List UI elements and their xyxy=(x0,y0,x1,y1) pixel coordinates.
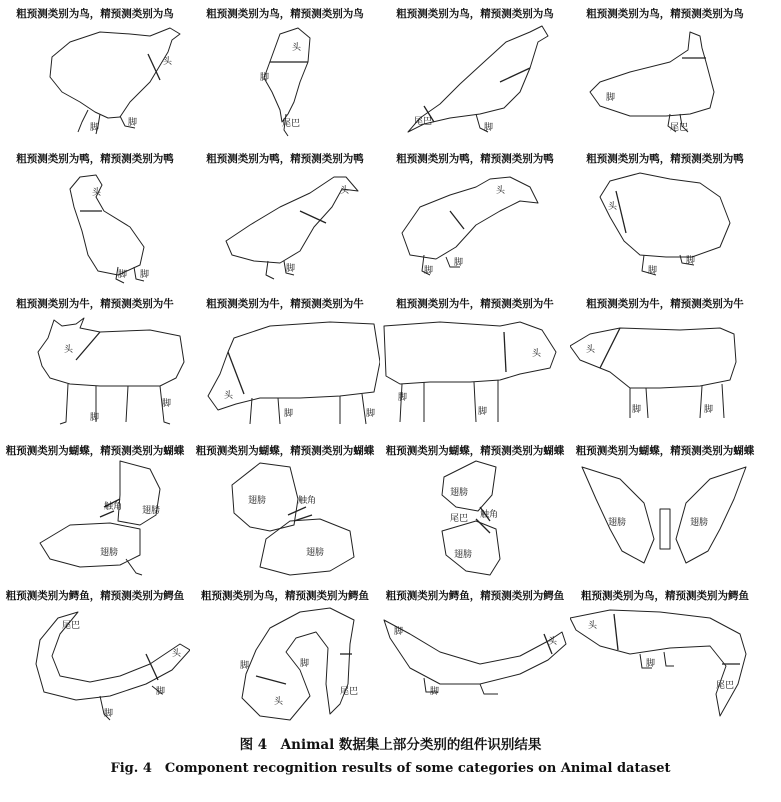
part-foot: 脚 xyxy=(606,93,616,103)
part-head: 头 xyxy=(340,186,350,196)
figure-caption-english: Fig. 4 Component recognition results of some categories on Animal dataset xyxy=(110,761,671,776)
panel-label: 粗预测类别为鸭，精预测类别为鸭 xyxy=(586,153,744,165)
cattle-outline xyxy=(0,312,190,430)
part-foot-2: 脚 xyxy=(686,256,696,266)
panel-bird-2 xyxy=(190,0,380,140)
part-foot: 脚 xyxy=(632,405,642,415)
panel-label: 粗预测类别为蝴蝶，精预测类别为蝴蝶 xyxy=(195,445,375,457)
panel-duck-4 xyxy=(570,145,760,285)
part-tail: 尾巴 xyxy=(62,621,81,631)
part-head: 头 xyxy=(92,188,102,198)
butterfly-outline xyxy=(190,459,380,577)
part-foot-2: 脚 xyxy=(140,270,150,280)
panel-label: 粗预测类别为牛，精预测类别为牛 xyxy=(586,298,744,310)
panel-label: 粗预测类别为蝴蝶，精预测类别为蝴蝶 xyxy=(5,445,185,457)
butterfly-outline xyxy=(380,459,570,577)
part-head: 头 xyxy=(588,621,598,631)
part-wing: 翅膀 xyxy=(450,488,469,498)
part-foot: 脚 xyxy=(484,123,494,133)
part-wing: 翅膀 xyxy=(142,506,161,516)
part-head: 头 xyxy=(292,43,302,53)
crocodile-outline xyxy=(380,604,570,722)
part-foot-2: 脚 xyxy=(454,258,464,268)
panel-label: 粗预测类别为鸟，精预测类别为鳄鱼 xyxy=(201,590,369,602)
part-wing-2: 翅膀 xyxy=(454,550,473,560)
part-foot: 脚 xyxy=(398,393,408,403)
panel-crocodile-3 xyxy=(380,582,570,722)
panel-label: 粗预测类别为鸟，精预测类别为鸟 xyxy=(206,8,364,20)
part-head: 头 xyxy=(224,391,234,401)
panel-label: 粗预测类别为鳄鱼，精预测类别为鳄鱼 xyxy=(5,590,185,602)
panel-label: 粗预测类别为鸟，精预测类别为鸟 xyxy=(396,8,554,20)
crocodile-outline xyxy=(570,604,760,722)
panel-butterfly-3 xyxy=(380,437,570,577)
panel-label: 粗预测类别为鸭，精预测类别为鸭 xyxy=(16,153,174,165)
butterfly-outline xyxy=(0,459,190,577)
panel-label: 粗预测类别为牛，精预测类别为牛 xyxy=(206,298,364,310)
panel-cattle-2 xyxy=(190,290,380,430)
part-head: 头 xyxy=(608,202,618,212)
crocodile-outline xyxy=(0,604,190,722)
part-foot: 脚 xyxy=(646,659,656,669)
part-foot-2: 脚 xyxy=(704,405,714,415)
panel-crocodile-4 xyxy=(570,582,760,722)
panel-label: 粗预测类别为鸟，精预测类别为鸟 xyxy=(586,8,744,20)
bird-outline xyxy=(380,22,570,140)
cattle-outline xyxy=(570,312,760,430)
part-foot: 脚 xyxy=(424,266,434,276)
duck-outline xyxy=(380,167,570,285)
part-tail: 尾巴 xyxy=(670,123,689,133)
part-foot-2: 脚 xyxy=(156,687,166,697)
part-head: 头 xyxy=(496,186,506,196)
panel-butterfly-4 xyxy=(570,437,760,577)
panel-label: 粗预测类别为牛，精预测类别为牛 xyxy=(396,298,554,310)
panel-label: 粗预测类别为鸟，精预测类别为鸟 xyxy=(16,8,174,20)
panel-bird-3 xyxy=(380,0,570,140)
part-head: 头 xyxy=(548,637,558,647)
part-foot: 脚 xyxy=(394,627,404,637)
panel-label: 粗预测类别为鸭，精预测类别为鸭 xyxy=(206,153,364,165)
crocodile-outline xyxy=(190,604,380,722)
part-head: 头 xyxy=(586,345,596,355)
figure-caption-chinese: 图 4 Animal 数据集上部分类别的组件识别结果 xyxy=(239,737,542,753)
cattle-outline xyxy=(380,312,570,430)
panel-butterfly-1 xyxy=(0,437,190,577)
part-wing-2: 翅膀 xyxy=(100,548,119,558)
duck-outline xyxy=(570,167,760,285)
part-foot-2: 脚 xyxy=(478,407,488,417)
panel-bird-1 xyxy=(0,0,190,140)
panel-crocodile-2 xyxy=(190,582,380,722)
part-head: 头 xyxy=(532,349,542,359)
part-antenna: 触角 xyxy=(480,510,499,520)
bird-outline xyxy=(190,22,380,140)
part-tail: 尾巴 xyxy=(340,687,359,697)
panel-crocodile-1 xyxy=(0,582,190,722)
part-wing: 翅膀 xyxy=(248,496,267,506)
duck-outline xyxy=(190,167,380,285)
part-foot: 脚 xyxy=(104,709,114,719)
part-tail: 尾巴 xyxy=(716,681,735,691)
part-foot: 脚 xyxy=(118,270,128,280)
panel-duck-3 xyxy=(380,145,570,285)
bird-outline xyxy=(0,22,190,140)
panel-label: 粗预测类别为蝴蝶，精预测类别为蝴蝶 xyxy=(575,445,755,457)
panel-duck-2 xyxy=(190,145,380,285)
part-tail: 尾巴 xyxy=(282,119,301,129)
panel-label: 粗预测类别为鳄鱼，精预测类别为鳄鱼 xyxy=(385,590,565,602)
cattle-outline xyxy=(190,312,380,430)
part-foot-2: 脚 xyxy=(430,687,440,697)
part-antenna: 触角 xyxy=(104,502,123,512)
panel-cattle-3 xyxy=(380,290,570,430)
part-wing-2: 翅膀 xyxy=(690,518,709,528)
part-head: 头 xyxy=(172,649,182,659)
part-head: 头 xyxy=(163,57,173,67)
panel-label: 粗预测类别为牛，精预测类别为牛 xyxy=(16,298,174,310)
duck-outline xyxy=(0,167,190,285)
part-foot-2: 脚 xyxy=(162,399,172,409)
panel-bird-4 xyxy=(570,0,760,140)
part-foot: 脚 xyxy=(284,409,294,419)
part-antenna: 触角 xyxy=(298,496,317,506)
part-foot: 脚 xyxy=(648,266,658,276)
butterfly-outline xyxy=(570,459,760,577)
part-foot-2: 脚 xyxy=(128,118,138,128)
panel-cattle-4 xyxy=(570,290,760,430)
part-foot-2: 脚 xyxy=(300,659,310,669)
part-foot: 脚 xyxy=(90,413,100,423)
part-foot: 脚 xyxy=(260,73,270,83)
part-tail: 尾巴 xyxy=(450,514,469,524)
part-foot-2: 脚 xyxy=(366,409,376,419)
part-foot: 脚 xyxy=(286,264,296,274)
panel-label: 粗预测类别为鸟，精预测类别为鳄鱼 xyxy=(581,590,749,602)
panel-label: 粗预测类别为鸭，精预测类别为鸭 xyxy=(396,153,554,165)
panel-label: 粗预测类别为蝴蝶，精预测类别为蝴蝶 xyxy=(385,445,565,457)
part-head: 头 xyxy=(64,345,74,355)
part-foot: 脚 xyxy=(90,123,100,133)
part-wing-2: 翅膀 xyxy=(306,548,325,558)
part-wing: 翅膀 xyxy=(608,518,627,528)
part-tail: 尾巴 xyxy=(414,117,433,127)
panel-cattle-1 xyxy=(0,290,190,430)
part-head: 头 xyxy=(274,697,284,707)
part-foot: 脚 xyxy=(240,661,250,671)
panel-butterfly-2 xyxy=(190,437,380,577)
panel-duck-1 xyxy=(0,145,190,285)
bird-outline xyxy=(570,22,760,140)
